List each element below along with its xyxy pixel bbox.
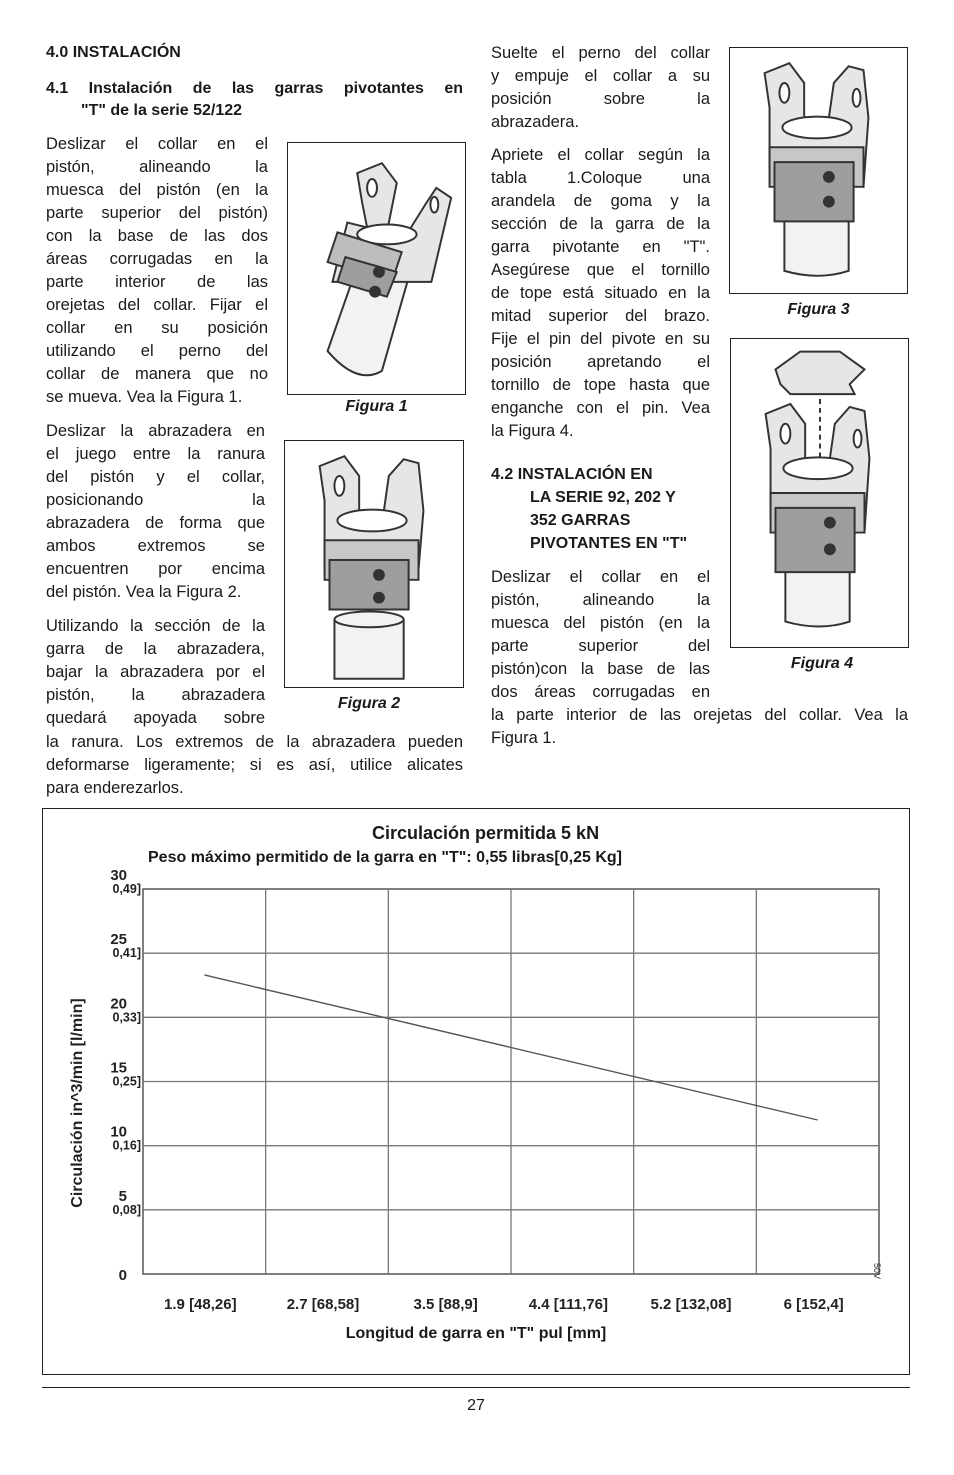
- figure-2-image: [284, 440, 464, 688]
- paragraph-clamp: [46, 420, 265, 604]
- text-line: arandela de goma y la: [491, 192, 710, 210]
- paragraph-release-collar: [491, 42, 710, 134]
- y-tick-sublabel: 0,08]: [112, 1202, 141, 1217]
- figure-4-image: [730, 338, 909, 648]
- text-line: dos áreas corrugadas en: [491, 683, 710, 701]
- text-line: posición apretando el: [491, 353, 710, 371]
- figure-3-caption: Figura 3: [787, 301, 850, 318]
- text-line: ambos extremos se: [46, 537, 265, 555]
- footer-rule: [42, 1387, 910, 1388]
- text-line: posicionando la: [46, 491, 265, 509]
- text-line: la parte interior de las orejetas del collar. Vea la: [491, 706, 908, 724]
- text-line: tabla 1.Coloque una: [491, 169, 710, 187]
- text-line: Utilizando la sección de la: [46, 617, 265, 635]
- paragraph-lower-clamp-cont: [46, 731, 463, 800]
- chart-subtitle: Peso máximo permitido de la garra en "T": 0,55 libras[0,25 Kg]: [148, 849, 622, 866]
- text-line: Suelte el perno del collar: [491, 44, 710, 62]
- text-line: utilizando el perno del: [46, 342, 268, 360]
- text-line: sección de la garra de la: [491, 215, 710, 233]
- text-line: quedará apoyada sobre: [46, 709, 265, 727]
- text-line: con la base de las dos: [46, 227, 268, 245]
- y-tick-sublabel: 0,16]: [112, 1138, 141, 1153]
- text-line: de tope está situado en la: [491, 284, 710, 302]
- heading-line: 4.2 INSTALACIÓN EN: [491, 466, 653, 483]
- text-line: tornillo de tope hasta que: [491, 376, 710, 394]
- x-tick-label: 5.2 [132,08]: [650, 1296, 732, 1313]
- figure-4-caption: Figura 4: [790, 655, 854, 672]
- x-tick-label: 4.4 [111,76]: [528, 1296, 608, 1313]
- figure-1-caption: Figura 1: [345, 398, 408, 415]
- subsection-heading-4-1-line2: "T" de la serie 52/122: [81, 102, 243, 119]
- chart-x-axis-label: Longitud de garra en "T" pul [mm]: [345, 1325, 607, 1342]
- x-tick-label: 2.7 [68,58]: [286, 1296, 360, 1313]
- y-tick-sublabel: 0,49]: [112, 882, 141, 896]
- chart-x-ticks: [164, 1296, 844, 1313]
- chart-title: Circulación permitida 5 kN: [372, 823, 600, 843]
- text-line: garra pivotante en "T".: [491, 238, 710, 256]
- paragraph-series-92: [491, 566, 710, 704]
- text-line: muesca del pistón (en la: [491, 614, 710, 632]
- text-line: parte superior del pistón): [46, 204, 268, 222]
- figure-1-image: [287, 142, 466, 395]
- y-tick-label: 10: [110, 1123, 127, 1141]
- text-line: para enderezarlos.: [46, 779, 184, 797]
- text-line: áreas corrugadas en la: [46, 250, 268, 268]
- text-line: collar de manera que no: [46, 365, 268, 383]
- chart-side-mark: 50V: [872, 1263, 882, 1280]
- text-line: el juego entre la ranura: [46, 445, 265, 463]
- paragraph-series-92-cont: [491, 704, 908, 750]
- chart-y-ticks: [110, 867, 141, 1284]
- y-tick-label: 20: [110, 995, 127, 1013]
- figure-3-image: [729, 47, 908, 294]
- text-line: Asegúrese que el tornillo: [491, 261, 710, 279]
- text-line: collar en su posición: [46, 319, 268, 337]
- y-tick-label: 0: [118, 1267, 127, 1284]
- heading-line: 352 GARRAS: [530, 512, 631, 529]
- text-line: Deslizar el collar en el: [491, 568, 710, 586]
- subsection-heading-4-2: [491, 463, 711, 555]
- text-line: encuentren por encima: [46, 560, 265, 578]
- x-tick-label: 3.5 [88,9]: [413, 1296, 478, 1313]
- subsection-heading-4-1: 4.1 Instalación de las garras pivotantes en: [46, 80, 463, 97]
- page-number: 27: [467, 1397, 485, 1414]
- text-line: parte interior de las: [46, 273, 268, 291]
- text-line: pistón, la abrazadera: [46, 686, 265, 704]
- text-line: muesca del pistón (en la: [46, 181, 268, 199]
- text-line: Fije el pin del pivote en su: [491, 330, 710, 348]
- text-line: y empuje el collar a su: [491, 67, 710, 85]
- text-line: deformarse ligeramente; si es así, utilice alicates: [46, 756, 463, 774]
- text-line: garra de la abrazadera,: [46, 640, 265, 658]
- text-line: bajar la abrazadera por el: [46, 663, 265, 681]
- y-tick-label: 30: [110, 867, 127, 884]
- text-line: la Figura 4.: [491, 422, 574, 440]
- paragraph-lower-clamp: [46, 615, 265, 730]
- paragraph-tighten-collar: [491, 144, 710, 443]
- x-tick-label: 6 [152,4]: [783, 1296, 844, 1313]
- y-tick-label: 15: [110, 1059, 127, 1077]
- y-tick-sublabel: 0,25]: [112, 1074, 141, 1089]
- text-line: parte superior del: [491, 637, 710, 655]
- text-line: pistón, alineando la: [491, 591, 710, 609]
- text-line: se mueva. Vea la Figura 1.: [46, 388, 243, 406]
- text-line: abrazadera de forma que: [46, 514, 265, 532]
- y-tick-sublabel: 0,41]: [112, 946, 141, 961]
- section-heading: 4.0 INSTALACIÓN: [46, 44, 181, 61]
- flow-chart: [42, 808, 910, 1375]
- y-tick-label: 25: [110, 931, 127, 949]
- text-line: orejetas del collar. Fijar el: [46, 296, 268, 314]
- y-tick-label: 5: [118, 1187, 127, 1205]
- text-line: del pistón. Vea la Figura 2.: [46, 583, 242, 601]
- text-line: Figura 1.: [491, 729, 557, 747]
- heading-line: PIVOTANTES EN "T": [530, 535, 688, 552]
- heading-line: LA SERIE 92, 202 Y: [530, 489, 676, 506]
- text-line: Deslizar el collar en el: [46, 135, 268, 153]
- text-line: la ranura. Los extremos de la abrazadera pueden: [46, 733, 463, 751]
- x-tick-label: 1.9 [48,26]: [164, 1296, 237, 1313]
- text-line: Apriete el collar según la: [491, 146, 710, 164]
- chart-grid: [143, 889, 879, 1274]
- text-line: abrazadera.: [491, 113, 580, 131]
- text-line: pistón, alineando la: [46, 158, 268, 176]
- figure-2-caption: Figura 2: [337, 695, 401, 712]
- text-line: del pistón y el collar,: [46, 468, 265, 486]
- paragraph-collar: [46, 133, 268, 409]
- text-line: posición sobre la: [491, 90, 710, 108]
- text-line: Deslizar la abrazadera en: [46, 422, 265, 440]
- text-line: mitad superior del brazo.: [491, 307, 710, 325]
- text-line: enganche con el pin. Vea: [491, 399, 710, 417]
- y-tick-sublabel: 0,33]: [112, 1010, 141, 1025]
- text-line: pistón)con la base de las: [491, 660, 710, 678]
- chart-y-axis-label: Circulación in^3/min [l/min]: [69, 998, 86, 1208]
